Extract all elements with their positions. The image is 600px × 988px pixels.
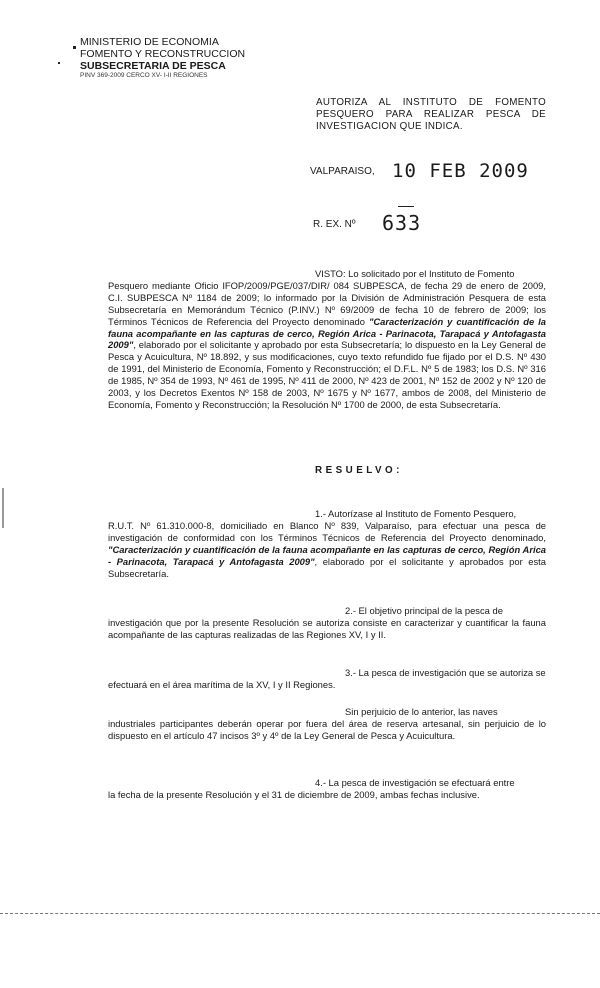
item-2-paragraph: [108, 605, 546, 641]
item-4-paragraph: [108, 777, 546, 801]
item-2-first-line: 2.- El objetivo principal de la pesca de: [345, 605, 503, 616]
visto-text-cont: , elaborado por el solicitante y aprobado por esta Subsecretaría; lo dispuesto en la Ley General de Pesca y Acuicultura, Nº 18.892, y sus modificaciones, cuyo texto refundido fue fijado por el D.S. Nº 430 de 1991, del Ministerio de Economía, Fomento y Reconstrucción; el D.F.L. Nº 5 de 1983; los D.S. Nº 316 de 1985, Nº 354 de 1993, Nº 461 de 1995, Nº 411 de 2000, Nº 423 de 2001, Nº 152 de 2002 y Nº 120 de 2003, y los Decretos Exentos Nº 158 de 2003, Nº 1675 y Nº 1677, ambos de 2008, del Ministerio de Economía, Fomento y Reconstrucción; la Resolución Nº 1700 de 2000, de esta Subsecretaría.: [108, 339, 546, 410]
resolution-number: 633: [382, 211, 422, 235]
place-date: [310, 166, 375, 177]
item-1-project-title: "Caracterización y cuantificación de la fauna acompañante en las capturas de cerco, Región Arica - Parinacota, Tarapacá y Antofagasta 2009": [108, 543, 546, 567]
visto-first-line: VISTO: Lo solicitado por el Instituto de Fomento: [315, 268, 515, 279]
item-3b-first-line: Sin perjuicio de lo anterior, las naves: [345, 706, 498, 717]
item-3b-text: industriales participantes deberán operar por fuera del área de reserva artesanal, sin perjuicio de lo dispuesto en el artículo 47 incisos 3º y 4º de la Ley General de Pesca y Acuicultura.: [108, 717, 546, 741]
visto-project-title: "Caracterización y cuantificación de la fauna acompañante en las capturas de cerco, Región Arica - Parinacota, Tarapacá y Antofagasta 2009": [108, 315, 547, 351]
subject-heading: AUTORIZA AL INSTITUTO DE FOMENTO PESQUERO PARA REALIZAR PESCA DE INVESTIGACION QUE INDICA.: [316, 97, 546, 132]
page-fold-line: [0, 913, 600, 914]
visto-text: Pesquero mediante Oficio IFOP/2009/PGE/037/DIR/ 084 SUBPESCA, de fecha 29 de enero de 2009, C.I. SUBPESCA Nº 1184 de 2009; lo informado por la División de Administración Pesquera de esta Subsecretaría en Memorándum Técnico (P.INV.) Nº 69/2009 de fecha 10 de febrero de 2009; los Términos Técnicos de Referencia del Proyecto denominado: [108, 279, 546, 327]
item-1-text-cont: , elaborado por el solicitante y aprobados por esta Subsecretaría.: [108, 555, 546, 579]
subsecretaria-line: SUBSECRETARIA DE PESCA: [80, 60, 226, 72]
scan-speck: [58, 62, 60, 64]
item-3-paragraph: [108, 667, 546, 691]
item-4-first-line: 4.- La pesca de investigación se efectuará entre: [315, 777, 515, 788]
item-2-text: investigación que por la presente Resolución se autoriza consiste en caracterizar y cuantificar la fauna acompañante de las capturas realizadas de las Regiones XV, I y II.: [108, 616, 546, 640]
date-stamp: 10 FEB 2009: [392, 160, 529, 182]
resuelvo-heading: RESUELVO:: [315, 465, 403, 476]
scan-edge-mark: [2, 488, 4, 528]
item-4-text: la fecha de la presente Resolución y el 31 de diciembre de 2009, ambas fechas inclusive.: [108, 788, 480, 800]
resolution-label: R. EX. Nº: [313, 219, 356, 230]
item-1-first-line: 1.- Autorízase al Instituto de Fomento Pesquero,: [315, 508, 517, 519]
visto-paragraph: [108, 268, 546, 411]
letterhead: [80, 36, 245, 80]
item-3b-paragraph: [108, 706, 546, 742]
item-1-paragraph: [108, 508, 546, 579]
item-1-text: R.U.T. Nº 61.310.000-8, domiciliado en Blanco Nº 839, Valparaíso, para efectuar una pesca de investigación de conformidad con los Términos Técnicos de Referencia del Proyecto denominado,: [108, 519, 546, 543]
file-reference: PINV 369-2009 CERCO XV- I-II REGIONES: [80, 72, 208, 79]
scan-speck: [73, 46, 76, 49]
place-label: VALPARAISO,: [310, 166, 375, 177]
item-3-first-line: 3.- La pesca de investigación que se autoriza se: [345, 667, 546, 678]
scan-speck: [398, 206, 414, 207]
ministry-line-2: FOMENTO Y RECONSTRUCCION: [80, 48, 246, 60]
ministry-line: MINISTERIO DE ECONOMIA: [80, 36, 219, 48]
item-3-text: efectuará en el área marítima de la XV, I y II Regiones.: [108, 678, 336, 690]
